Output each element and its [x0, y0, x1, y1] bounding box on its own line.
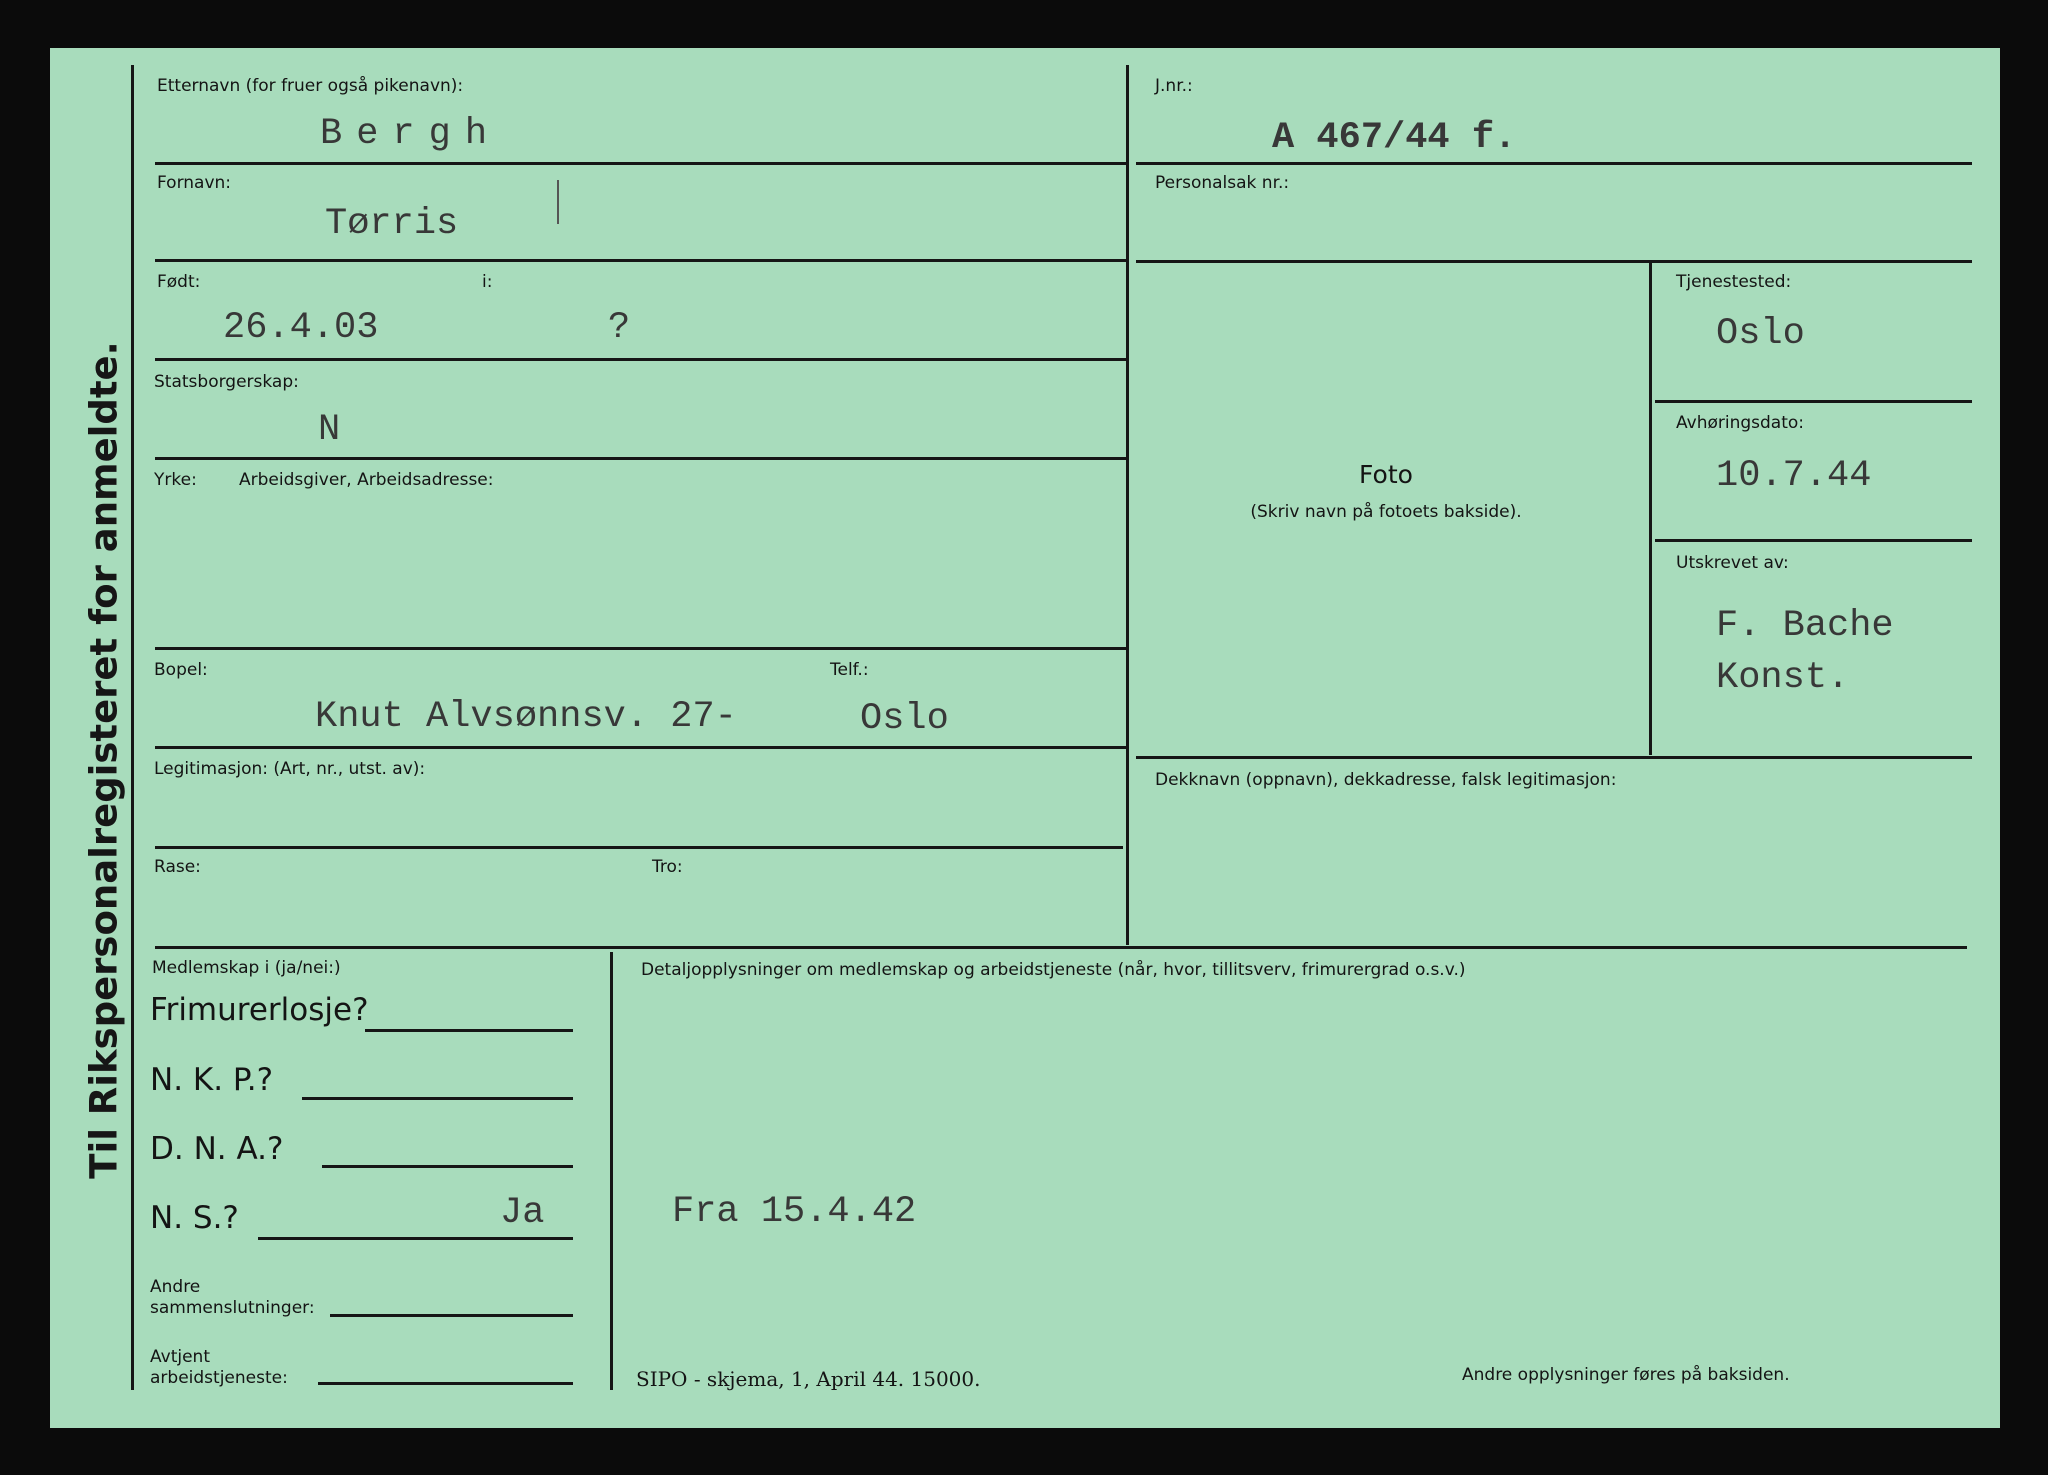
registration-card — [50, 48, 2000, 1428]
fodested-label: i: — [482, 272, 493, 292]
etternavn-line — [155, 162, 1126, 165]
andre-label-line2: sammenslutninger: — [150, 1298, 315, 1318]
foto-label: Foto — [1359, 460, 1413, 489]
bopel-value: Knut Alvsønnsv. 27- — [315, 696, 737, 738]
legitimasjon-line — [155, 846, 1123, 849]
form-number: SIPO - skjema, 1, April 44. 15000. — [636, 1367, 981, 1391]
statsborgerskap-line — [155, 457, 1126, 460]
utskrevet-line — [1136, 756, 1972, 759]
telf-label: Telf.: — [830, 660, 869, 680]
fornavn-value: Tørris — [325, 203, 459, 245]
bopel-line — [155, 746, 1126, 749]
jnr-label: J.nr.: — [1155, 76, 1193, 96]
dna-line — [322, 1165, 573, 1168]
dekknavn-label: Dekknavn (oppnavn), dekkadresse, falsk legitimasjon: — [1155, 770, 1617, 790]
jnr-value: A 467/44 f. — [1272, 117, 1517, 159]
avtjent-label-line2: arbeidstjeneste: — [150, 1368, 288, 1388]
detalj-value: Fra 15.4.42 — [672, 1191, 917, 1233]
fodt-line — [155, 358, 1126, 361]
detalj-label: Detaljopplysninger om medlemskap og arbeidstjeneste (når, hvor, tillitsverv, frimurergrad o.s.v.) — [641, 960, 1466, 980]
fodt-value: 26.4.03 — [223, 307, 379, 349]
nkp-line — [302, 1097, 573, 1100]
section-divider-line — [155, 946, 1967, 949]
yrke-line — [155, 647, 1126, 650]
ns-value: Ja — [500, 1192, 545, 1234]
middle-divider-line — [1126, 65, 1129, 945]
right-column-divider-line — [1649, 262, 1652, 755]
statsborgerskap-value: N — [318, 409, 341, 451]
tjenestested-label: Tjenestested: — [1676, 272, 1792, 292]
etternavn-label: Etternavn (for fruer også pikenavn): — [157, 76, 464, 96]
fodested-value: ? — [608, 307, 631, 349]
ns-label: N. S.? — [150, 1200, 239, 1236]
utskrevet-name-value: F. Bache — [1716, 605, 1894, 647]
personalsak-label: Personalsak nr.: — [1155, 173, 1290, 193]
jnr-line — [1136, 162, 1972, 165]
side-title: Til Rikspersonalregisteret for anmeldte. — [82, 341, 126, 1179]
avhoringsdato-label: Avhøringsdato: — [1676, 413, 1805, 433]
tjenestested-line — [1655, 400, 1972, 403]
andre-label-line1: Andre — [150, 1277, 201, 1297]
avhoringsdato-line — [1655, 539, 1972, 542]
bopel-by-value: Oslo — [860, 698, 949, 740]
andre-line — [330, 1314, 573, 1317]
tro-label: Tro: — [652, 857, 683, 877]
etternavn-value: Bergh — [320, 113, 502, 155]
arbeidsgiver-label: Arbeidsgiver, Arbeidsadresse: — [239, 470, 494, 490]
bopel-label: Bopel: — [154, 660, 208, 680]
frimurerlosje-label: Frimurerlosje? — [150, 992, 369, 1028]
lower-divider-line — [610, 952, 613, 1390]
foto-note: (Skriv navn på fotoets bakside). — [1250, 502, 1522, 522]
avtjent-label-line1: Avtjent — [150, 1347, 210, 1367]
avhoringsdato-value: 10.7.44 — [1716, 455, 1872, 497]
left-border-line — [131, 65, 134, 1390]
legitimasjon-label: Legitimasjon: (Art, nr., utst. av): — [154, 759, 426, 779]
rase-label: Rase: — [154, 857, 201, 877]
fornavn-line — [155, 259, 1126, 262]
utskrevet-title-value: Konst. — [1716, 657, 1850, 699]
fodt-label: Født: — [157, 272, 201, 292]
personalsak-line — [1136, 260, 1972, 263]
ns-line — [258, 1237, 573, 1240]
fornavn-label: Fornavn: — [157, 173, 232, 193]
medlemskap-label: Medlemskap i (ja/nei:) — [152, 958, 341, 978]
frimurerlosje-line — [365, 1029, 573, 1032]
avtjent-line — [318, 1382, 573, 1385]
andre-opplysninger-note: Andre opplysninger føres på baksiden. — [1462, 1365, 1790, 1385]
utskrevet-label: Utskrevet av: — [1676, 553, 1789, 573]
statsborgerskap-label: Statsborgerskap: — [154, 372, 299, 392]
tjenestested-value: Oslo — [1716, 313, 1805, 355]
dna-label: D. N. A.? — [150, 1131, 284, 1167]
nkp-label: N. K. P.? — [150, 1062, 274, 1098]
pen-mark — [557, 180, 559, 224]
yrke-label: Yrke: — [154, 470, 197, 490]
